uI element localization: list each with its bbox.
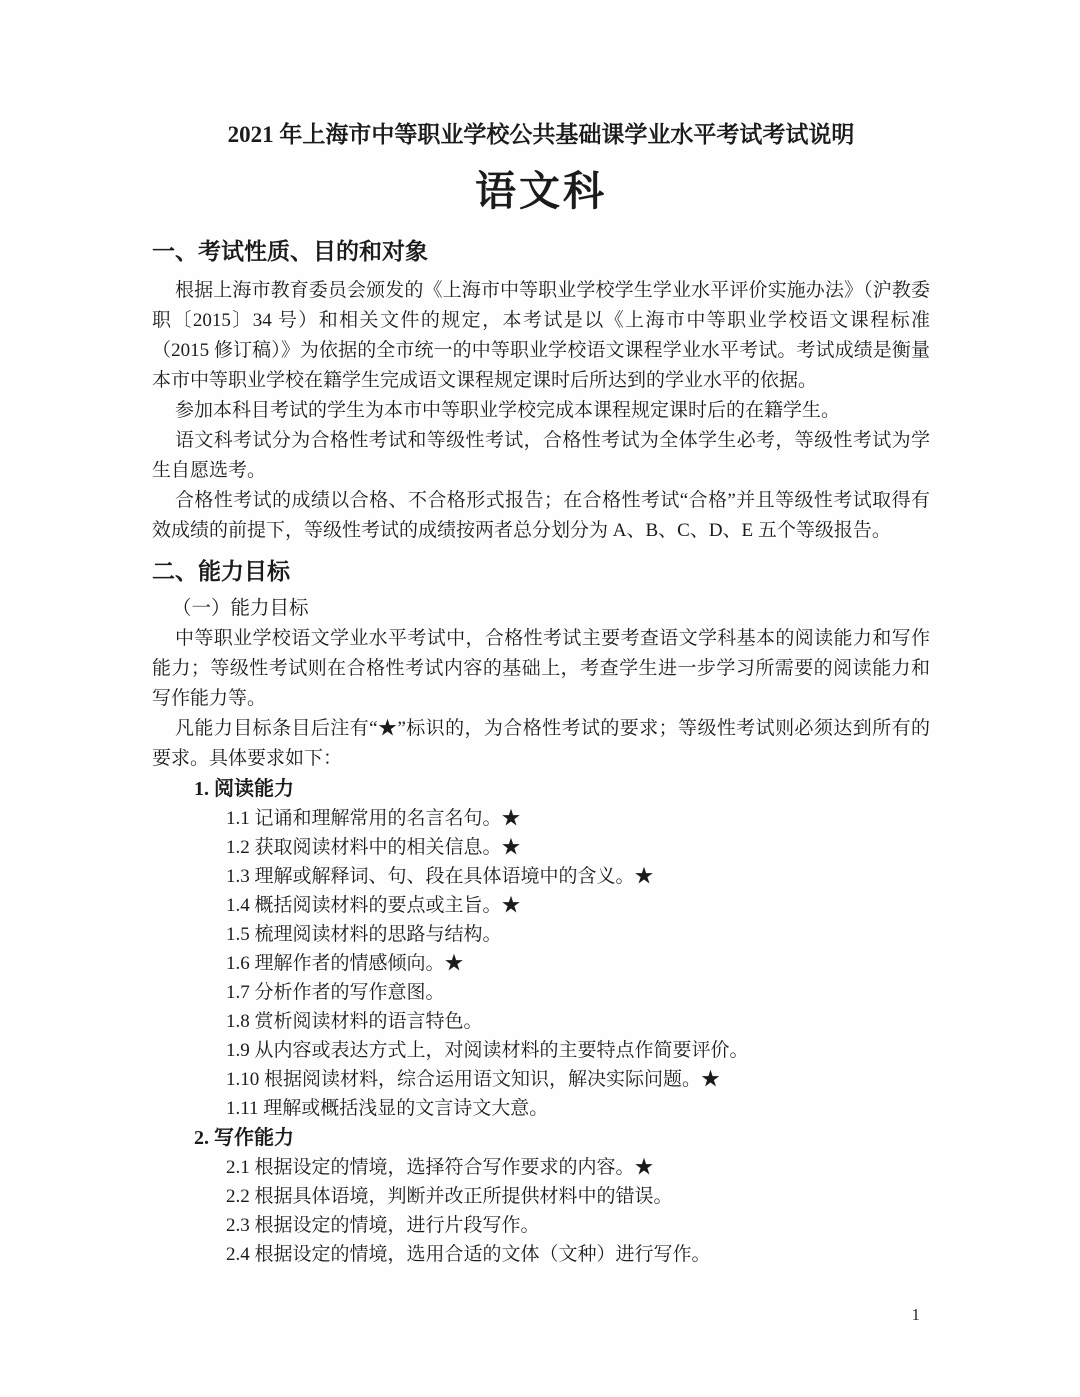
reading-ability-item: 1.1 记诵和理解常用的名言名句。★ [226, 808, 521, 829]
section-2-paragraph-2: 凡能力目标条目后注有“★”标识的，为合格性考试的要求；等级性考试则必须达到所有的要求。具体要求如下： [152, 718, 930, 769]
writing-ability-item: 2.3 根据设定的情境，进行片段写作。 [226, 1215, 540, 1236]
reading-ability-title: 1. 阅读能力 [194, 778, 294, 800]
subject-title: 语文科 [475, 168, 607, 214]
reading-ability-item: 1.2 获取阅读材料中的相关信息。★ [226, 837, 521, 858]
reading-ability-item: 1.5 梳理阅读材料的思路与结构。 [226, 924, 502, 945]
section-2-paragraph-1: 中等职业学校语文学业水平考试中，合格性考试主要考查语文学科基本的阅读能力和写作能力；等级性考试则在合格性考试内容的基础上，考查学生进一步学习所需要的阅读能力和写作能力等。 [152, 628, 930, 709]
reading-ability-item: 1.3 理解或解释词、句、段在具体语境中的含义。★ [226, 866, 654, 887]
reading-ability-item: 1.9 从内容或表达方式上，对阅读材料的主要特点作简要评价。 [226, 1040, 749, 1061]
document-title: 2021 年上海市中等职业学校公共基础课学业水平考试考试说明 [227, 122, 855, 147]
section-1-heading: 一、考试性质、目的和对象 [152, 239, 428, 264]
writing-ability-item: 2.2 根据具体语境，判断并改正所提供材料中的错误。 [226, 1186, 673, 1207]
section-1-paragraph-4: 合格性考试的成绩以合格、不合格形式报告；在合格性考试“合格”并且等级性考试取得有效成绩的前提下，等级性考试的成绩按两者总分划分为 A、B、C、D、E 五个等级报告。 [152, 490, 930, 541]
writing-ability-item: 2.4 根据设定的情境，选用合适的文体（文种）进行写作。 [226, 1244, 711, 1265]
reading-ability-item: 1.6 理解作者的情感倾向。★ [226, 953, 464, 974]
reading-ability-item: 1.11 理解或概括浅显的文言诗文大意。 [226, 1098, 549, 1119]
reading-ability-item: 1.7 分析作者的写作意图。 [226, 982, 445, 1003]
writing-ability-item: 2.1 根据设定的情境，选择符合写作要求的内容。★ [226, 1157, 654, 1178]
reading-ability-item: 1.4 概括阅读材料的要点或主旨。★ [226, 895, 521, 916]
page-number: 1 [911, 1305, 920, 1324]
section-1-paragraph-1: 根据上海市教育委员会颁发的《上海市中等职业学校学生学业水平评价实施办法》（沪教委职〔2015〕34 号）和相关文件的规定，本考试是以《上海市中等职业学校语文课程标准（2015 修订稿）》为依据的全市统一的中等职业学校语文课程学业水平考试。考试成绩是衡量本市中等职业学校在籍学生完成语文课程规定课时后所达到的学业水平的依据。 [152, 280, 930, 391]
section-2-heading: 二、能力目标 [152, 559, 290, 584]
section-1-paragraph-3: 语文科考试分为合格性考试和等级性考试，合格性考试为全体学生必考，等级性考试为学生自愿选考。 [152, 430, 930, 481]
reading-ability-item: 1.10 根据阅读材料，综合运用语文知识，解决实际问题。★ [226, 1069, 721, 1090]
section-2-subheading: （一）能力目标 [172, 598, 309, 619]
section-1-paragraph-2: 参加本科目考试的学生为本市中等职业学校完成本课程规定课时后的在籍学生。 [175, 400, 841, 421]
writing-ability-title: 2. 写作能力 [194, 1127, 294, 1149]
reading-ability-item: 1.8 赏析阅读材料的语言特色。 [226, 1011, 483, 1032]
